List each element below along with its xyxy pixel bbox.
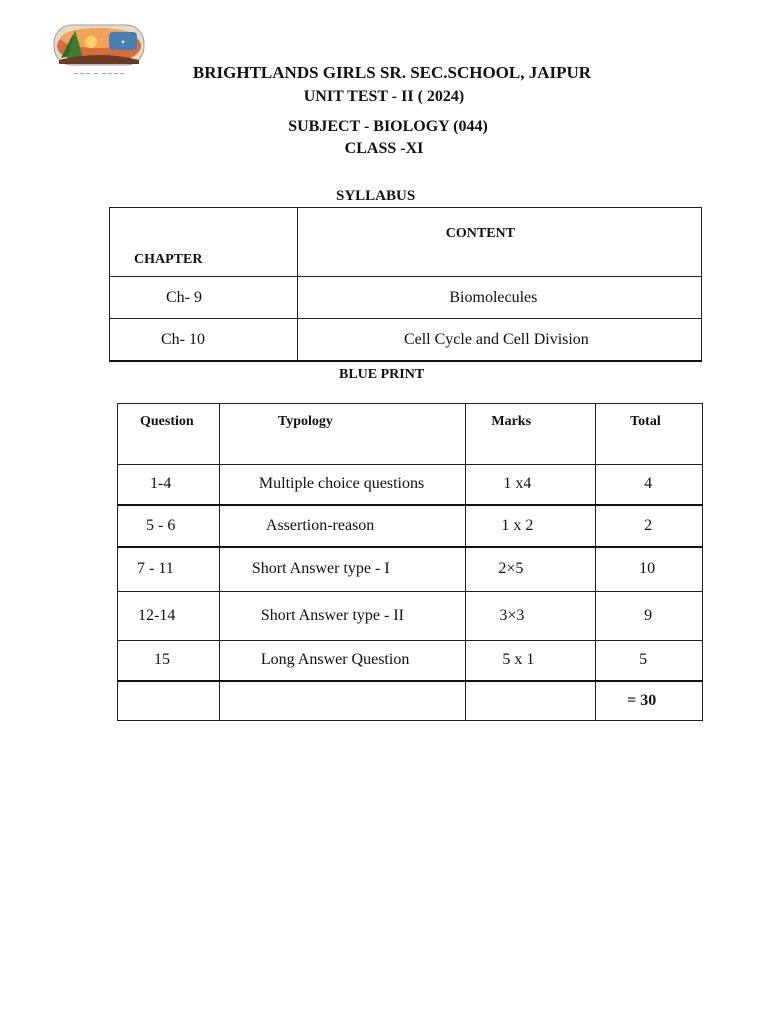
question-cell: 12-14	[118, 592, 220, 641]
syllabus-col-chapter: CHAPTER	[110, 208, 298, 277]
total-cell: 4	[596, 465, 703, 505]
total-cell: 2	[596, 505, 703, 547]
question-cell: 5 - 6	[118, 505, 220, 547]
question-cell: 15	[118, 641, 220, 681]
table-row	[118, 681, 703, 721]
question-cell: 1-4	[118, 465, 220, 505]
table-row	[118, 547, 703, 592]
class-title: CLASS -XI	[344, 140, 424, 157]
total-cell: 10	[596, 547, 703, 592]
table-row	[110, 277, 702, 319]
marks-cell: 1 x 2	[466, 505, 596, 547]
syllabus-chapter-cell: Ch- 10	[110, 319, 298, 362]
syllabus-chapter-cell: Ch- 9	[110, 277, 298, 319]
empty-cell	[219, 681, 465, 721]
svg-text:~~~ ~ ~~~~: ~~~ ~ ~~~~	[73, 70, 125, 78]
total-cell: 5	[596, 641, 703, 681]
blueprint-col-total: Total	[596, 404, 703, 465]
blueprint-title: BLUE PRINT	[339, 367, 425, 382]
marks-cell: 2×5	[466, 547, 596, 592]
typology-cell: Assertion-reason	[219, 505, 465, 547]
question-cell: 7 - 11	[118, 547, 220, 592]
blueprint-col-question: Question	[118, 404, 220, 465]
syllabus-header-row	[110, 208, 702, 277]
table-row	[118, 505, 703, 547]
subject-title: SUBJECT - BIOLOGY (044)	[288, 118, 488, 135]
school-name: BRIGHTLANDS GIRLS SR. SEC.SCHOOL, JAIPUR	[192, 63, 592, 82]
typology-cell: Long Answer Question	[219, 641, 465, 681]
syllabus-title: SYLLABUS	[336, 188, 416, 204]
total-cell: 9	[596, 592, 703, 641]
grand-total-cell: = 30	[596, 681, 703, 721]
test-title: UNIT TEST - II ( 2024)	[303, 88, 465, 105]
typology-cell: Short Answer type - II	[219, 592, 465, 641]
empty-cell	[466, 681, 596, 721]
syllabus-table	[109, 207, 702, 362]
typology-cell: Multiple choice questions	[219, 465, 465, 505]
svg-text:✦: ✦	[120, 40, 126, 46]
table-row	[118, 465, 703, 505]
marks-cell: 5 x 1	[466, 641, 596, 681]
table-row	[118, 641, 703, 681]
blueprint-col-marks: Marks	[466, 404, 596, 465]
blueprint-header-row	[118, 404, 703, 465]
table-row	[118, 592, 703, 641]
typology-cell: Short Answer type - I	[219, 547, 465, 592]
blueprint-col-typology: Typology	[219, 404, 465, 465]
marks-cell: 1 x4	[466, 465, 596, 505]
marks-cell: 3×3	[466, 592, 596, 641]
empty-cell	[118, 681, 220, 721]
syllabus-content-cell: Cell Cycle and Cell Division	[297, 319, 701, 362]
table-row	[110, 319, 702, 362]
blueprint-table	[117, 403, 703, 721]
syllabus-col-content: CONTENT	[297, 208, 701, 277]
syllabus-content-cell: Biomolecules	[297, 277, 701, 319]
